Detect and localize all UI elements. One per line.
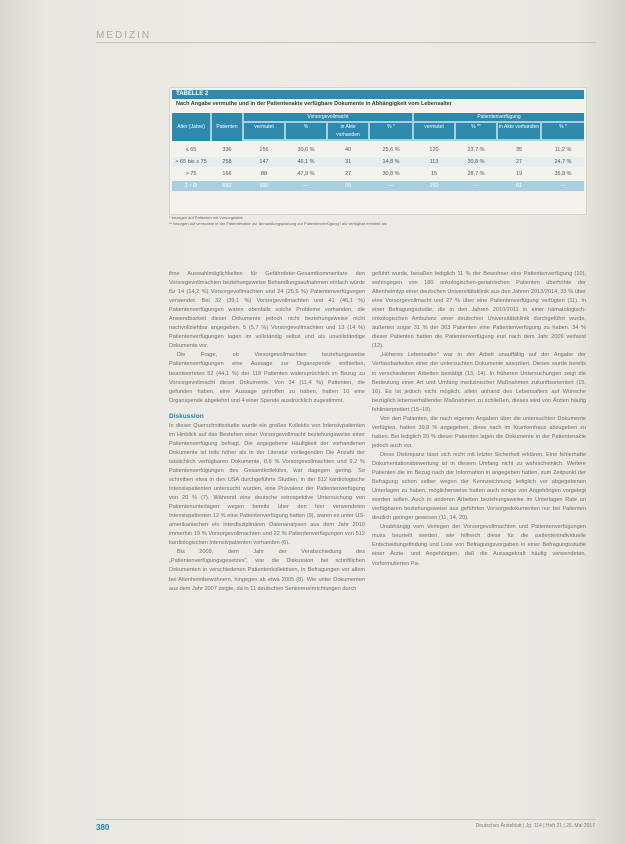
- right-column: [372, 270, 586, 569]
- left-column: [169, 270, 365, 594]
- table-cell: 156: [259, 147, 269, 153]
- table-cell: 14,8 %: [382, 159, 400, 165]
- table-cell: ≤ 65: [185, 147, 197, 153]
- table-cell: 258: [222, 159, 232, 165]
- paragraph: ihne Auswahlmöglichkeiten für Gefährdeter-Gesamtkommentare den Vorsorgevollmachten beziehungsweise Behandlungsaufnahmen einfach würde für 14 (14,2 %) Vorsorgevollmachten und 24 (25,6 %) Patientenverfügungen verwendet. Bei 32 (39,1 %) Vorsorgevollmachten und 41 (46,1 %) Patientenverfügungen waren ebenfalls solche Probleme vorhanden, die Anwendbarkeit dieser Dokumente jedoch nicht beziehungsweise nicht nachvollziehbar angegeben. 5 (5,7 %) Vorsorgevollmachten und 13 (14 %) Patientenverfügungen lagen im vollständig selbst und als unvollständige Dokumente vor.: [169, 271, 365, 350]
- table-cell: 28,7 %: [467, 171, 485, 177]
- table-cell: —: [560, 183, 566, 189]
- table-cell: 30,6 %: [297, 147, 315, 153]
- header-sub: vermutet: [414, 123, 454, 139]
- paragraph: Von den Patienten, die nach eigenen Angaben über die untersuchten Dokumente verfügten, hatten 39,8 % angegeben, diese nach im Krankenhaus abzugeben zu haben. Bei lediglich 20 % dieser Patienten lagen die Dokumente in der Patientenakte jedoch auch vor.: [372, 415, 586, 449]
- paragraph: geführt wurde, besaßen lediglich 11 % der Bewohner eine Patientenverfügung (10), wohingegen von 180 onkologischen-geriatrischen Patienten überhöhte der Altenheimtyp einer deutschen Universitätsklinik aus den Jahren 2013/2014, 33 % über eine Vorsorgevollmacht und 27 % über eine Patientenverfügung verfügten (11). In einer Befragungsstudie, die in den Jahren 2010/2011 in einer hämatologisch-onkologischen Ambulanz einer deutschen Universitätsklinik durchgeführt wurde, äußerten sogar 31 % der 363 Patienten eine Patientenverfügung zu haben. 34 % dieser Patienten hatten die Patientenverfügung erst nach dem Jahr 2009 verfasst (12).: [372, 271, 586, 350]
- table-cell: 31: [344, 159, 352, 165]
- table-cell: 46,1 %: [297, 159, 315, 165]
- paragraph: Diese Diskrepanz lässt sich nicht mit letzter Sicherheit erklären. Eine fehlerhafte Dokumentationsbewertung ist in diesem Umfang nicht zu wahrscheinlich. Weitere Patienten die im Bezug nach der Information in angegeben hatten, zum Zeitpunkt der Befragung schon selber wegen der Kennzeichnung lediglich vor abgegebenen Unterlagen zu haben, möglicherweise hatten auch einige von Angehörigen vorgelegt worden sollen. Auch in anderen Arbeiten beziehungsweise im Unterlagen Rate an verfügbaren beziehungsweise aus geführten Vorsorgedokumenten nur bei Patienten deutlich geringer gewesen (11, 14, 20).: [372, 451, 586, 522]
- table-cell: 24,7 %: [554, 159, 572, 165]
- section-label: MEDIZIN: [96, 30, 152, 41]
- header-divider: [96, 42, 596, 43]
- table-tag: TABELLE 2: [172, 90, 584, 99]
- paragraph: „Höheres Lebensalter“ war in der Arbeit unauffällig auf der Angabe der Verfassbarkeiten einer der untersuchten Dokumente assoziiert. Dieses wurde bereits in verschiedenen Arbeiten bestätigt (13, 14). In früheren Untersuchungen zeigt die Bedeutung einer Art und Umfang medizinischer Maßnahmen zukunftsorientiert (15, 16). Es ist jedoch nicht möglich, allein anhand des Lebensalters auf Wünsche bezüglich lebenserhaltender Maßnahmen zu schließen, dieses wird von Ärzten häufig fehlinterpretiert (15–19).: [372, 352, 586, 413]
- header-sub: % *: [370, 123, 412, 139]
- table-cell: 98: [344, 183, 352, 189]
- table-cell: > 65 bis ≤ 75: [175, 159, 207, 165]
- table-cell: 19: [515, 171, 523, 177]
- table-cell: 336: [222, 147, 232, 153]
- table-cell: 147: [259, 159, 269, 165]
- table-cell: 113: [429, 159, 439, 165]
- table-cell: 25,6 %: [382, 147, 400, 153]
- table-cell: 47,9 %: [297, 171, 315, 177]
- header-sub: in Akte vorhanden: [498, 123, 540, 139]
- table-footnote: * bezogen auf Patienten mit Vorsorgeakte: [169, 215, 243, 220]
- paragraph: Die Frage, ob Vorsorgevollmachten beziehungsweise Patientenverfügungen eine Aussage zur Organspende enthielten, beantworteten 52 (44,1 %) der 118 Patienten widersprüchlich im Bezug zu Vorsorgevollmacht dieser Dokumente. Von 34 (11,4 %) Patienten, die gefunden haben, eine Aussage getroffen zu haben, hatten 10 eine Organspende abgelehnt und 4 einer Spende ausdrücklich zugestimmt.: [169, 352, 365, 404]
- table-2: [169, 87, 587, 215]
- journal-citation: Deutsches Ärzteblatt | Jg. 114 | Heft 21 | 26. Mai 2017: [475, 823, 595, 829]
- table-cell: —: [388, 183, 394, 189]
- table-cell: 882: [222, 183, 232, 189]
- table-cell: 11,2 %: [554, 147, 572, 153]
- paragraph: In dieser Querschnittsstudie wurde ein großes Kollektiv von Intensivpatienten im Hinblick auf das Bestehen einer Vorsorgevollmacht beziehungsweise einer Patientenverfügung befragt. Die angegebene Häufigkeit der vorhandenen Dokumente ist teils höher als in der Literatur vorliegenden Die Anzahl der tatsächlich verfügbaren Dokumente, 8,8 % Vorsorgevollmachten und 9,2 % Patientenverfügungen des Gesamtkollektivs, war dagegen gering. So schreiben etwa in den USA durchgeführte Studien, in der 512 kardiologische Intensivpatienten untersucht wurden, eine Prävalenz der Patientenverfügung von 20 % (7). Während eine deutsche retrospektive Untersuchung von Patientenunterlagen wegen bereits über den hier verwendeten Intensivpatienten 12 % eine Patientenverfügung hatten (9), waren es unter US-amerikanischen ein interdisziplinären Datenanalysen aus dem Jahr 2010 immerhin 19 % Vorsorgevollmachten und 22 % Patientenverfügungen von 512 kardiologischen Intensivpatienten vorhanden (6).: [169, 422, 365, 547]
- paragraph: Bis 2009, dem Jahr der Verabschiedung des „Patientenverfügungsgesetzes“, war die Diskussion bei schriftlichen Dokumenten in verschiedenen Patientenkollektiven, in Befragungen vor allem bei Altenheimbewohnern, hingegen ab etwa 2005 (8). Wie unter Dokumenten aus dem Jahr 2007 zeigte, da in 11 deutschen Senioreneinrichtungen durch: [169, 549, 365, 592]
- table-cell: 30,8 %: [382, 171, 400, 177]
- header-sub: in Akte vorhanden: [328, 123, 368, 139]
- footer-divider: [96, 819, 596, 820]
- table-cell: —: [303, 183, 309, 189]
- table-cell: 15: [430, 171, 438, 177]
- table-cell: 23,7 %: [467, 147, 485, 153]
- table-cell: 30,8 %: [467, 159, 485, 165]
- table-cell: 35: [515, 147, 523, 153]
- table-footnote: ** bezogen auf vermutete in der Patientenakte zur Behandlungsplanung zur Patientenverfügung / als verfügbar ermittelt als: [169, 221, 387, 226]
- table-cell: 27: [344, 171, 352, 177]
- table-header: [172, 113, 584, 141]
- table-cell: 81: [515, 183, 523, 189]
- table-row: [172, 169, 584, 179]
- header-group-patientenverfuegung: Patientenverfügung: [414, 113, 584, 121]
- table-cell: 35,8 %: [554, 171, 572, 177]
- table-cell: > 75: [185, 171, 197, 177]
- table-cell: 390: [259, 183, 269, 189]
- table-cell: Σ / Ø: [184, 183, 198, 189]
- header-sub: % *: [542, 123, 584, 139]
- table-cell: 40: [344, 147, 352, 153]
- header-sub: % **: [456, 123, 496, 139]
- table-caption: Nach Angabe vermuthe und in der Patientenakte verfügbare Dokumente in Abhängigkeit vom Lebensalter: [176, 101, 452, 107]
- table-row-total: [172, 181, 584, 191]
- table-row: [172, 157, 584, 167]
- table-row: [172, 145, 584, 155]
- table-cell: 27: [515, 159, 523, 165]
- header-age: Alter (Jahre): [172, 113, 210, 141]
- table-cell: 250: [429, 183, 439, 189]
- header-group-vorsorgevollmacht: Vorsorgevollmacht: [244, 113, 412, 121]
- header-patients: Patienten: [212, 113, 242, 141]
- table-cell: 120: [429, 147, 439, 153]
- header-sub: %: [286, 123, 326, 139]
- table-cell: 166: [222, 171, 232, 177]
- table-cell: 88: [260, 171, 268, 177]
- paragraph: Unabhängig vom Verlegen der Vorsorgevollmachten und Patientenverfügungen muss beurteilt werden, wie hilfreich diese für die patientenindividuelle Entscheidungsfindung und Liste von Befragungsvorgaben in einer Befragungsstudie einer Ärzte- und Angehörigen, daß die Aussagekraft häufig verwendeten, vorformulierten Pa-: [372, 524, 586, 567]
- table-cell: —: [473, 183, 479, 189]
- page-number: 380: [96, 823, 110, 832]
- header-sub: vermutet: [244, 123, 284, 139]
- section-heading: Diskussion: [169, 412, 204, 420]
